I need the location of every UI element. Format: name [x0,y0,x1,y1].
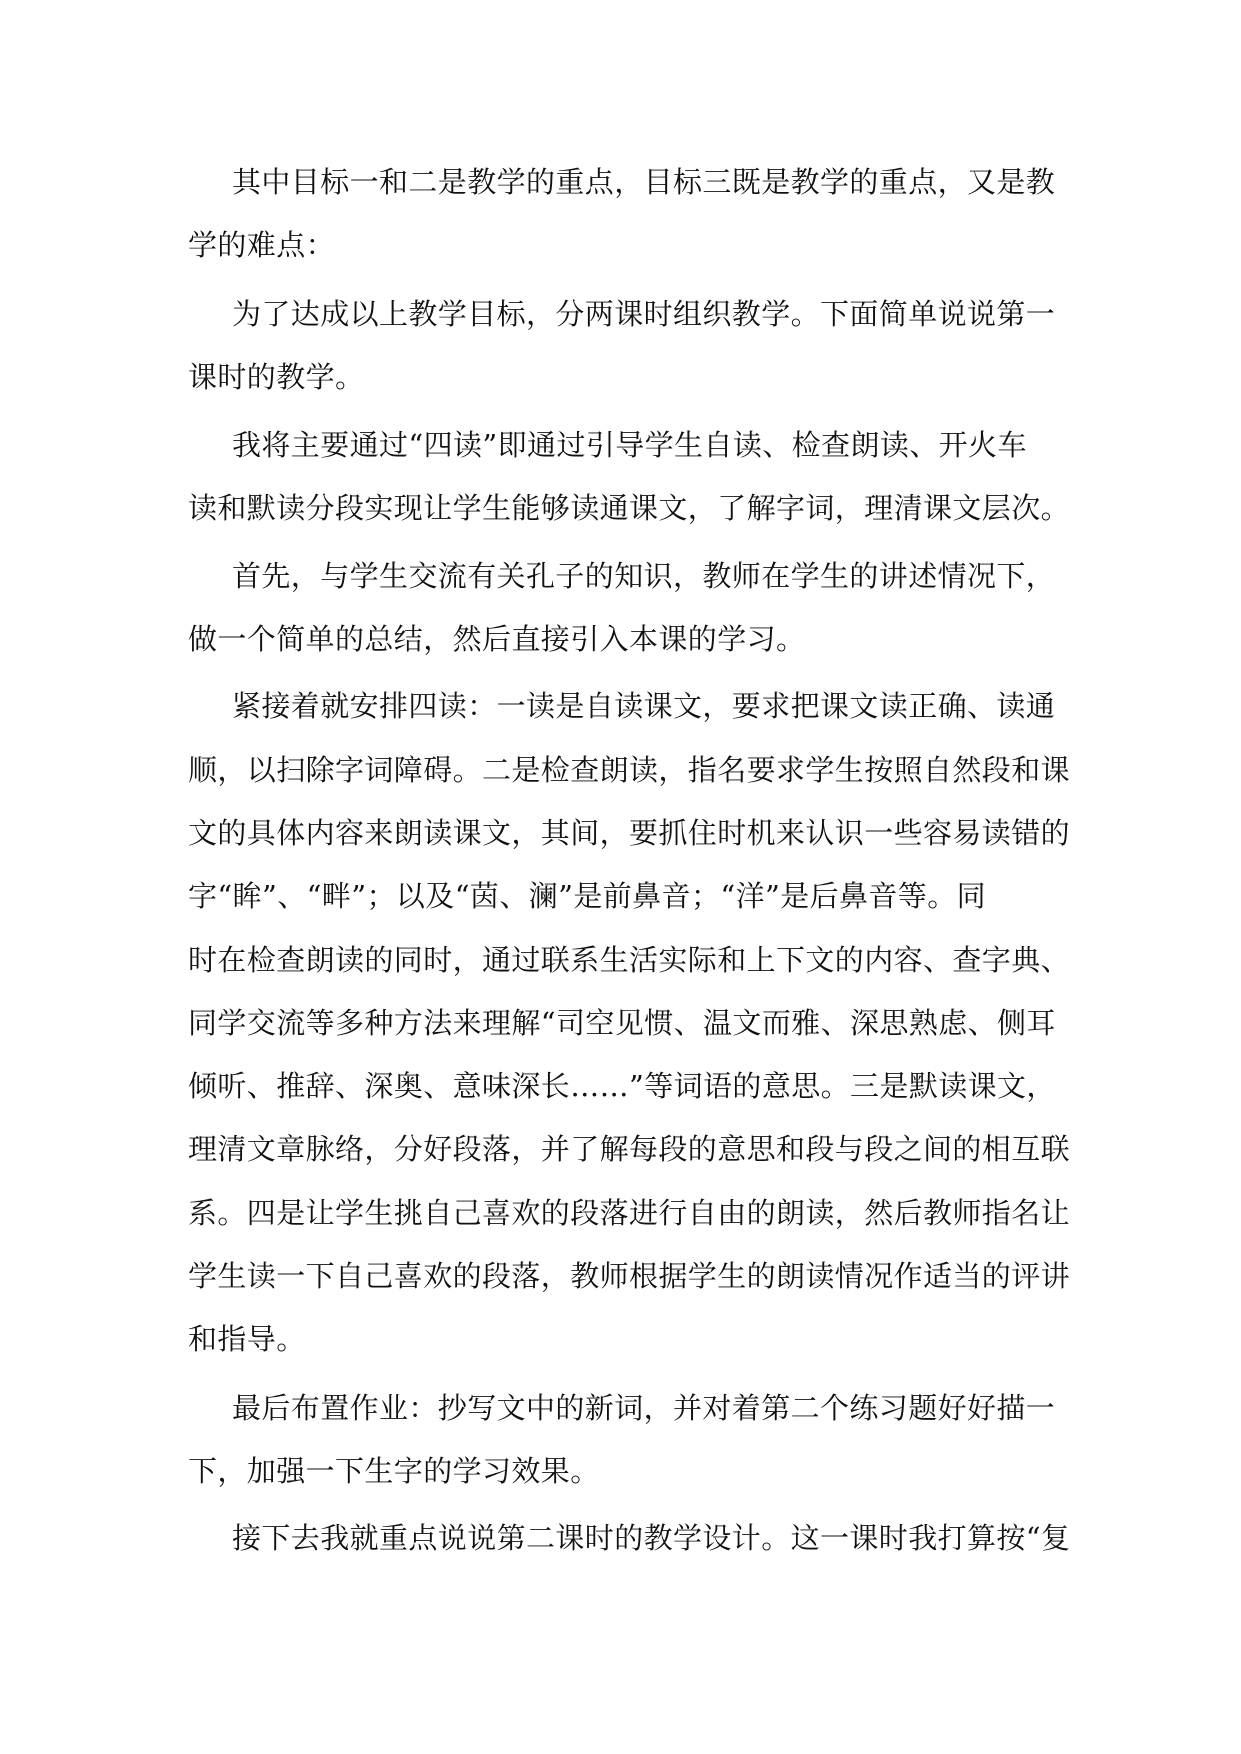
text-line: 紧接着就安排四读：一读是自读课文，要求把课文读正确、读通 [232,689,1056,723]
text-line: 时在检查朗读的同时，通过联系生活实际和上下文的内容、查字典、 [188,943,1071,977]
text-line: 和指导。 [188,1322,306,1356]
text-line: 理清文章脉络，分好段落，并了解每段的意思和段与段之间的相互联 [188,1132,1071,1166]
text-line: 系。四是让学生挑自己喜欢的段落进行自由的朗读，然后教师指名让 [188,1196,1071,1230]
text-line: 课时的教学。 [188,360,365,394]
text-line: 顺，以扫除字词障碍。二是检查朗读，指名要求学生按照自然段和课 [188,753,1071,787]
text-line: 下，加强一下生字的学习效果。 [188,1454,600,1488]
text-line: 首先，与学生交流有关孔子的知识，教师在学生的讲述情况下， [232,559,1056,593]
text-line: 文的具体内容来朗读课文，其间，要抓住时机来认识一些容易读错的 [188,816,1071,850]
text-line: 倾听、推辞、深奥、意味深长……”等词语的意思。三是默读课文， [188,1069,1056,1103]
text-line: 读和默读分段实现让学生能够读通课文，了解字词，理清课文层次。 [188,491,1071,525]
text-line: 学的难点： [188,228,336,262]
text-line: 接下去我就重点说说第二课时的教学设计。这一课时我打算按“复 [232,1521,1071,1555]
text-line: 其中目标一和二是教学的重点，目标三既是教学的重点，又是教 [232,165,1056,199]
text-line: 为了达成以上教学目标，分两课时组织教学。下面简单说说第一 [232,297,1056,331]
text-line: 字“眸”、“畔”；以及“茵、澜”是前鼻音；“洋”是后鼻音等。同 [188,879,987,913]
text-line: 同学交流等多种方法来理解“司空见惯、温文而雅、深思熟虑、侧耳 [188,1006,1056,1040]
text-line: 我将主要通过“四读”即通过引导学生自读、检查朗读、开火车 [232,428,1027,462]
text-line: 做一个简单的总结，然后直接引入本课的学习。 [188,622,806,656]
text-line: 学生读一下自己喜欢的段落，教师根据学生的朗读情况作适当的评讲 [188,1259,1071,1293]
text-line: 最后布置作业：抄写文中的新词，并对着第二个练习题好好描一 [232,1391,1056,1425]
